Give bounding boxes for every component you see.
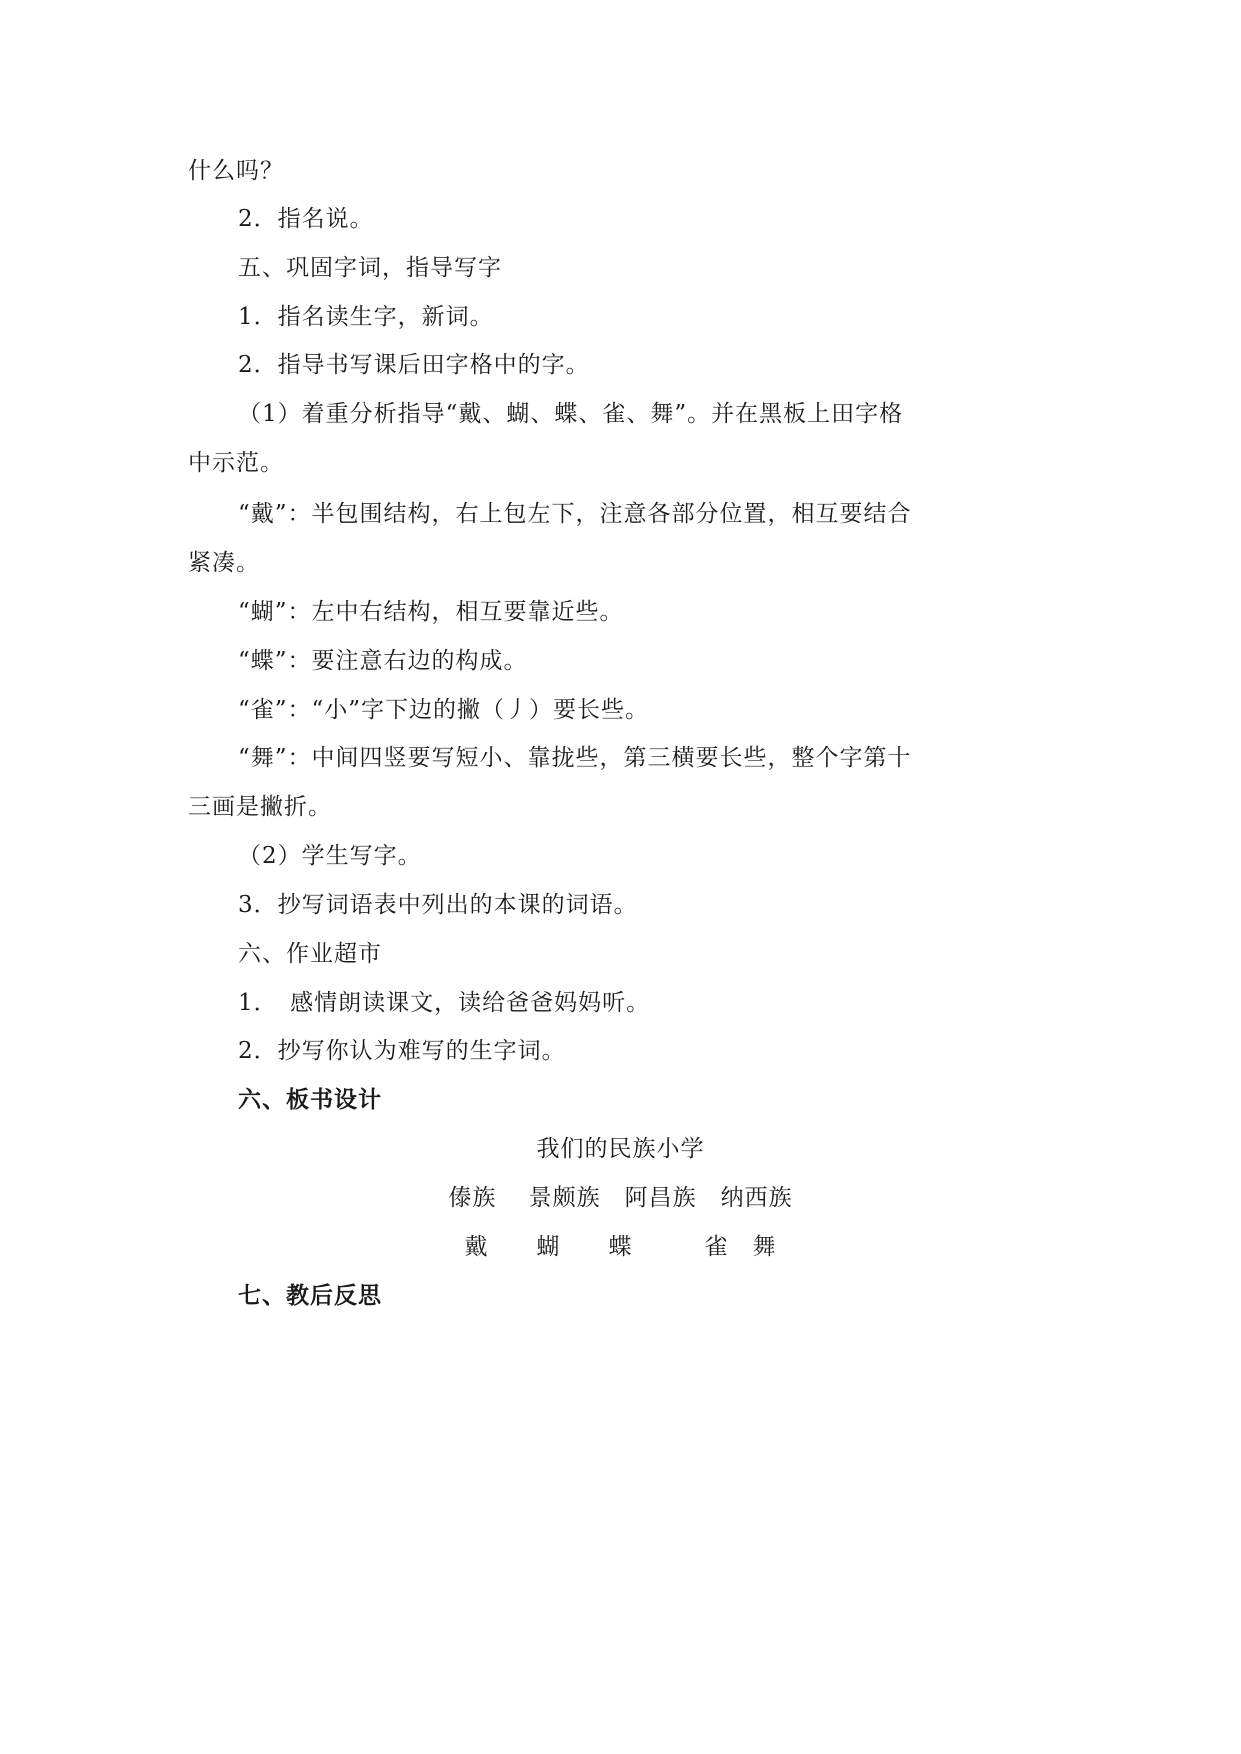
text-line: 1．指名读生字，新词。 [238,304,494,330]
text-line: “雀”：“小”字下边的撇（丿）要长些。 [238,697,650,723]
text-line: 三画是撇折。 [188,794,332,820]
board-ethnic-groups: 傣族 景颇族 阿昌族 纳西族 [448,1185,793,1211]
board-design-heading: 六、板书设计 [238,1086,382,1113]
text-line: 什么吗？ [188,158,284,184]
reflection-heading: 七、教后反思 [238,1282,382,1309]
text-line: （2）学生写字。 [238,843,422,869]
text-line: “舞”：中间四竖要写短小、靠拢些，第三横要长些，整个字第十 [238,745,912,771]
board-characters: 戴 蝴 蝶 雀 舞 [464,1234,777,1260]
text-line: “戴”：半包围结构，右上包左下，注意各部分位置，相互要结合 [238,501,912,527]
section-heading: 五、巩固字词，指导写字 [238,255,502,281]
text-line: （1）着重分析指导“戴、蝴、蝶、雀、舞”。并在黑板上田字格 [238,401,904,427]
text-line: 2．指名说。 [238,206,374,232]
text-line: 紧凑。 [188,550,260,576]
board-title: 我们的民族小学 [536,1136,705,1162]
text-line: “蝴”：左中右结构，相互要靠近些。 [238,599,624,625]
text-line: “蝶”：要注意右边的构成。 [238,648,528,674]
text-line: 1． 感情朗读课文，读给爸爸妈妈听。 [238,990,651,1016]
section-heading: 六、作业超市 [238,941,382,967]
text-line: 2．指导书写课后田字格中的字。 [238,352,590,378]
text-line: 2．抄写你认为难写的生字词。 [238,1038,566,1064]
text-line: 3．抄写词语表中列出的本课的词语。 [238,892,638,918]
text-line: 中示范。 [188,450,284,476]
